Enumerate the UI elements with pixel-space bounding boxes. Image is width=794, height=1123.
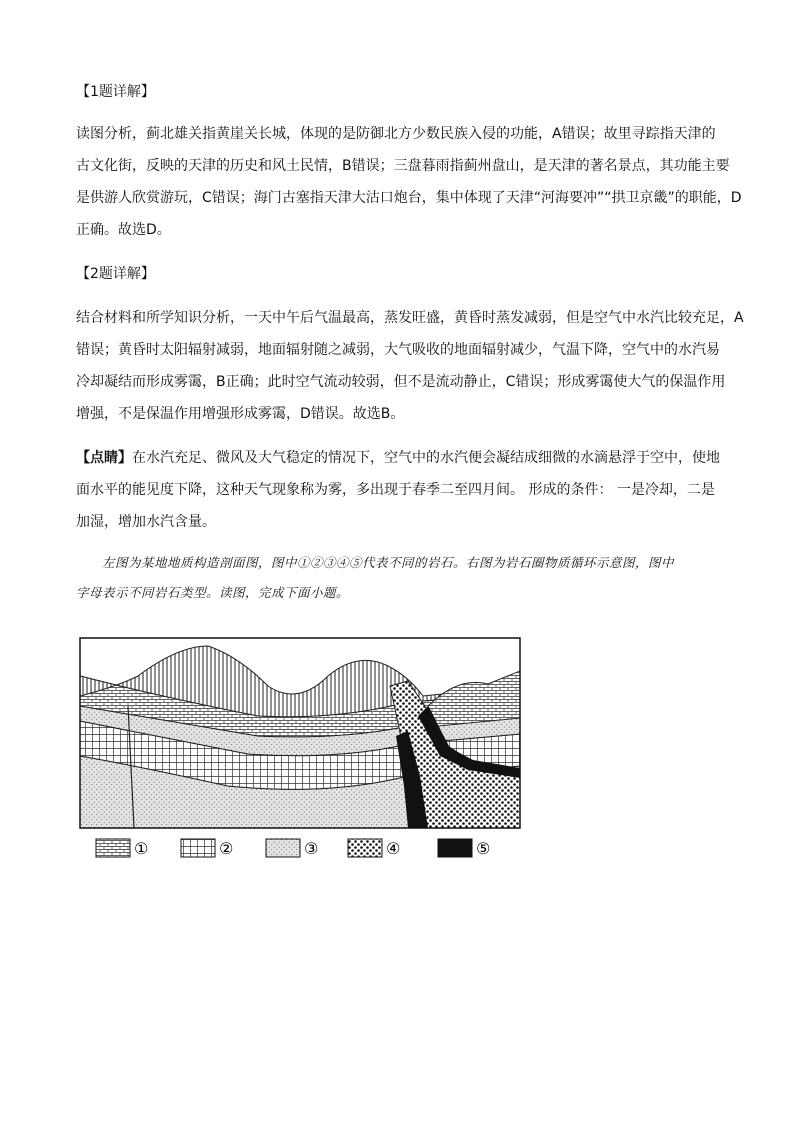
legend-swatch-sand bbox=[266, 839, 300, 857]
legend-label-3: ③ bbox=[304, 839, 319, 858]
q2-heading: 【2题详解】 bbox=[76, 266, 155, 282]
q1-line: 是供游人欣赏游玩，C错误；海门古塞指天津大沽口炮台，集中体现了天津“河海要冲”“拱卫京畿”的职能，D bbox=[76, 190, 742, 206]
legend-swatch-grid bbox=[181, 839, 215, 857]
tip-label: 【点睛】 bbox=[76, 450, 132, 466]
q2-line: 结合材料和所学知识分析，一天中午后气温最高，蒸发旺盛，黄昏时蒸发减弱，但是空气中水汽比较充足，A bbox=[76, 310, 744, 326]
tip-line bbox=[76, 442, 748, 474]
geologic-cross-section-figure bbox=[78, 636, 524, 866]
q1-line: 读图分析，蓟北雄关指黄崖关长城，体现的是防御北方少数民族入侵的功能，A错误；故里寻踪指天津的 bbox=[76, 126, 716, 142]
legend-item-4 bbox=[348, 839, 400, 858]
legend-item-3 bbox=[266, 839, 318, 858]
legend-swatch-black bbox=[438, 839, 472, 857]
tip-section bbox=[76, 442, 748, 538]
q1-line: 古文化街，反映的天津的历史和风土民情，B错误；三盘暮雨指蓟州盘山，是天津的著名景点，其功能主要 bbox=[76, 158, 730, 174]
tip-line: 加湿，增加水汽含量。 bbox=[76, 514, 216, 530]
cross-section-svg bbox=[78, 636, 524, 866]
legend-label-2: ② bbox=[219, 839, 234, 858]
legend-swatch-dots bbox=[348, 839, 382, 857]
legend-item-2 bbox=[181, 839, 233, 858]
q2-line: 冷却凝结而形成雾霭，B正确；此时空气流动较弱，但不是流动静止，C错误；形成雾霭使大气的保温作用 bbox=[76, 374, 726, 390]
q2-explanation bbox=[76, 302, 748, 430]
intro-line: 字母表示不同岩石类型。读图，完成下面小题。 bbox=[76, 585, 350, 600]
legend-swatch-brick bbox=[96, 839, 130, 857]
q2-line: 增强，不是保温作用增强形成雾霭，D错误。故选B。 bbox=[76, 406, 405, 422]
question-intro bbox=[76, 548, 748, 608]
q1-explanation bbox=[76, 118, 748, 246]
legend-label-1: ① bbox=[134, 839, 149, 858]
q1-line: 正确。故选D。 bbox=[76, 222, 171, 238]
intro-line: 左图为某地地质构造剖面图，图中①②③④⑤代表不同的岩石。右图为岩石圈物质循环示意图，图中 bbox=[102, 555, 675, 570]
q1-heading: 【1题详解】 bbox=[76, 84, 155, 100]
legend-item-5 bbox=[438, 839, 490, 858]
legend-label-5: ⑤ bbox=[476, 839, 491, 858]
legend-label-4: ④ bbox=[386, 839, 401, 858]
q2-line: 错误；黄昏时太阳辐射减弱，地面辐射随之减弱，大气吸收的地面辐射减少，气温下降，空气中的水汽易 bbox=[76, 342, 720, 358]
legend-item-1 bbox=[96, 839, 148, 858]
figure-legend bbox=[96, 839, 490, 858]
tip-text: 在水汽充足、微风及大气稳定的情况下，空气中的水汽便会凝结成细微的水滴悬浮于空中，使地 bbox=[132, 450, 720, 466]
tip-line: 面水平的能见度下降，这种天气现象称为雾，多出现于春季二至四月间。 形成的条件： 一是冷却，二是 bbox=[76, 482, 715, 498]
